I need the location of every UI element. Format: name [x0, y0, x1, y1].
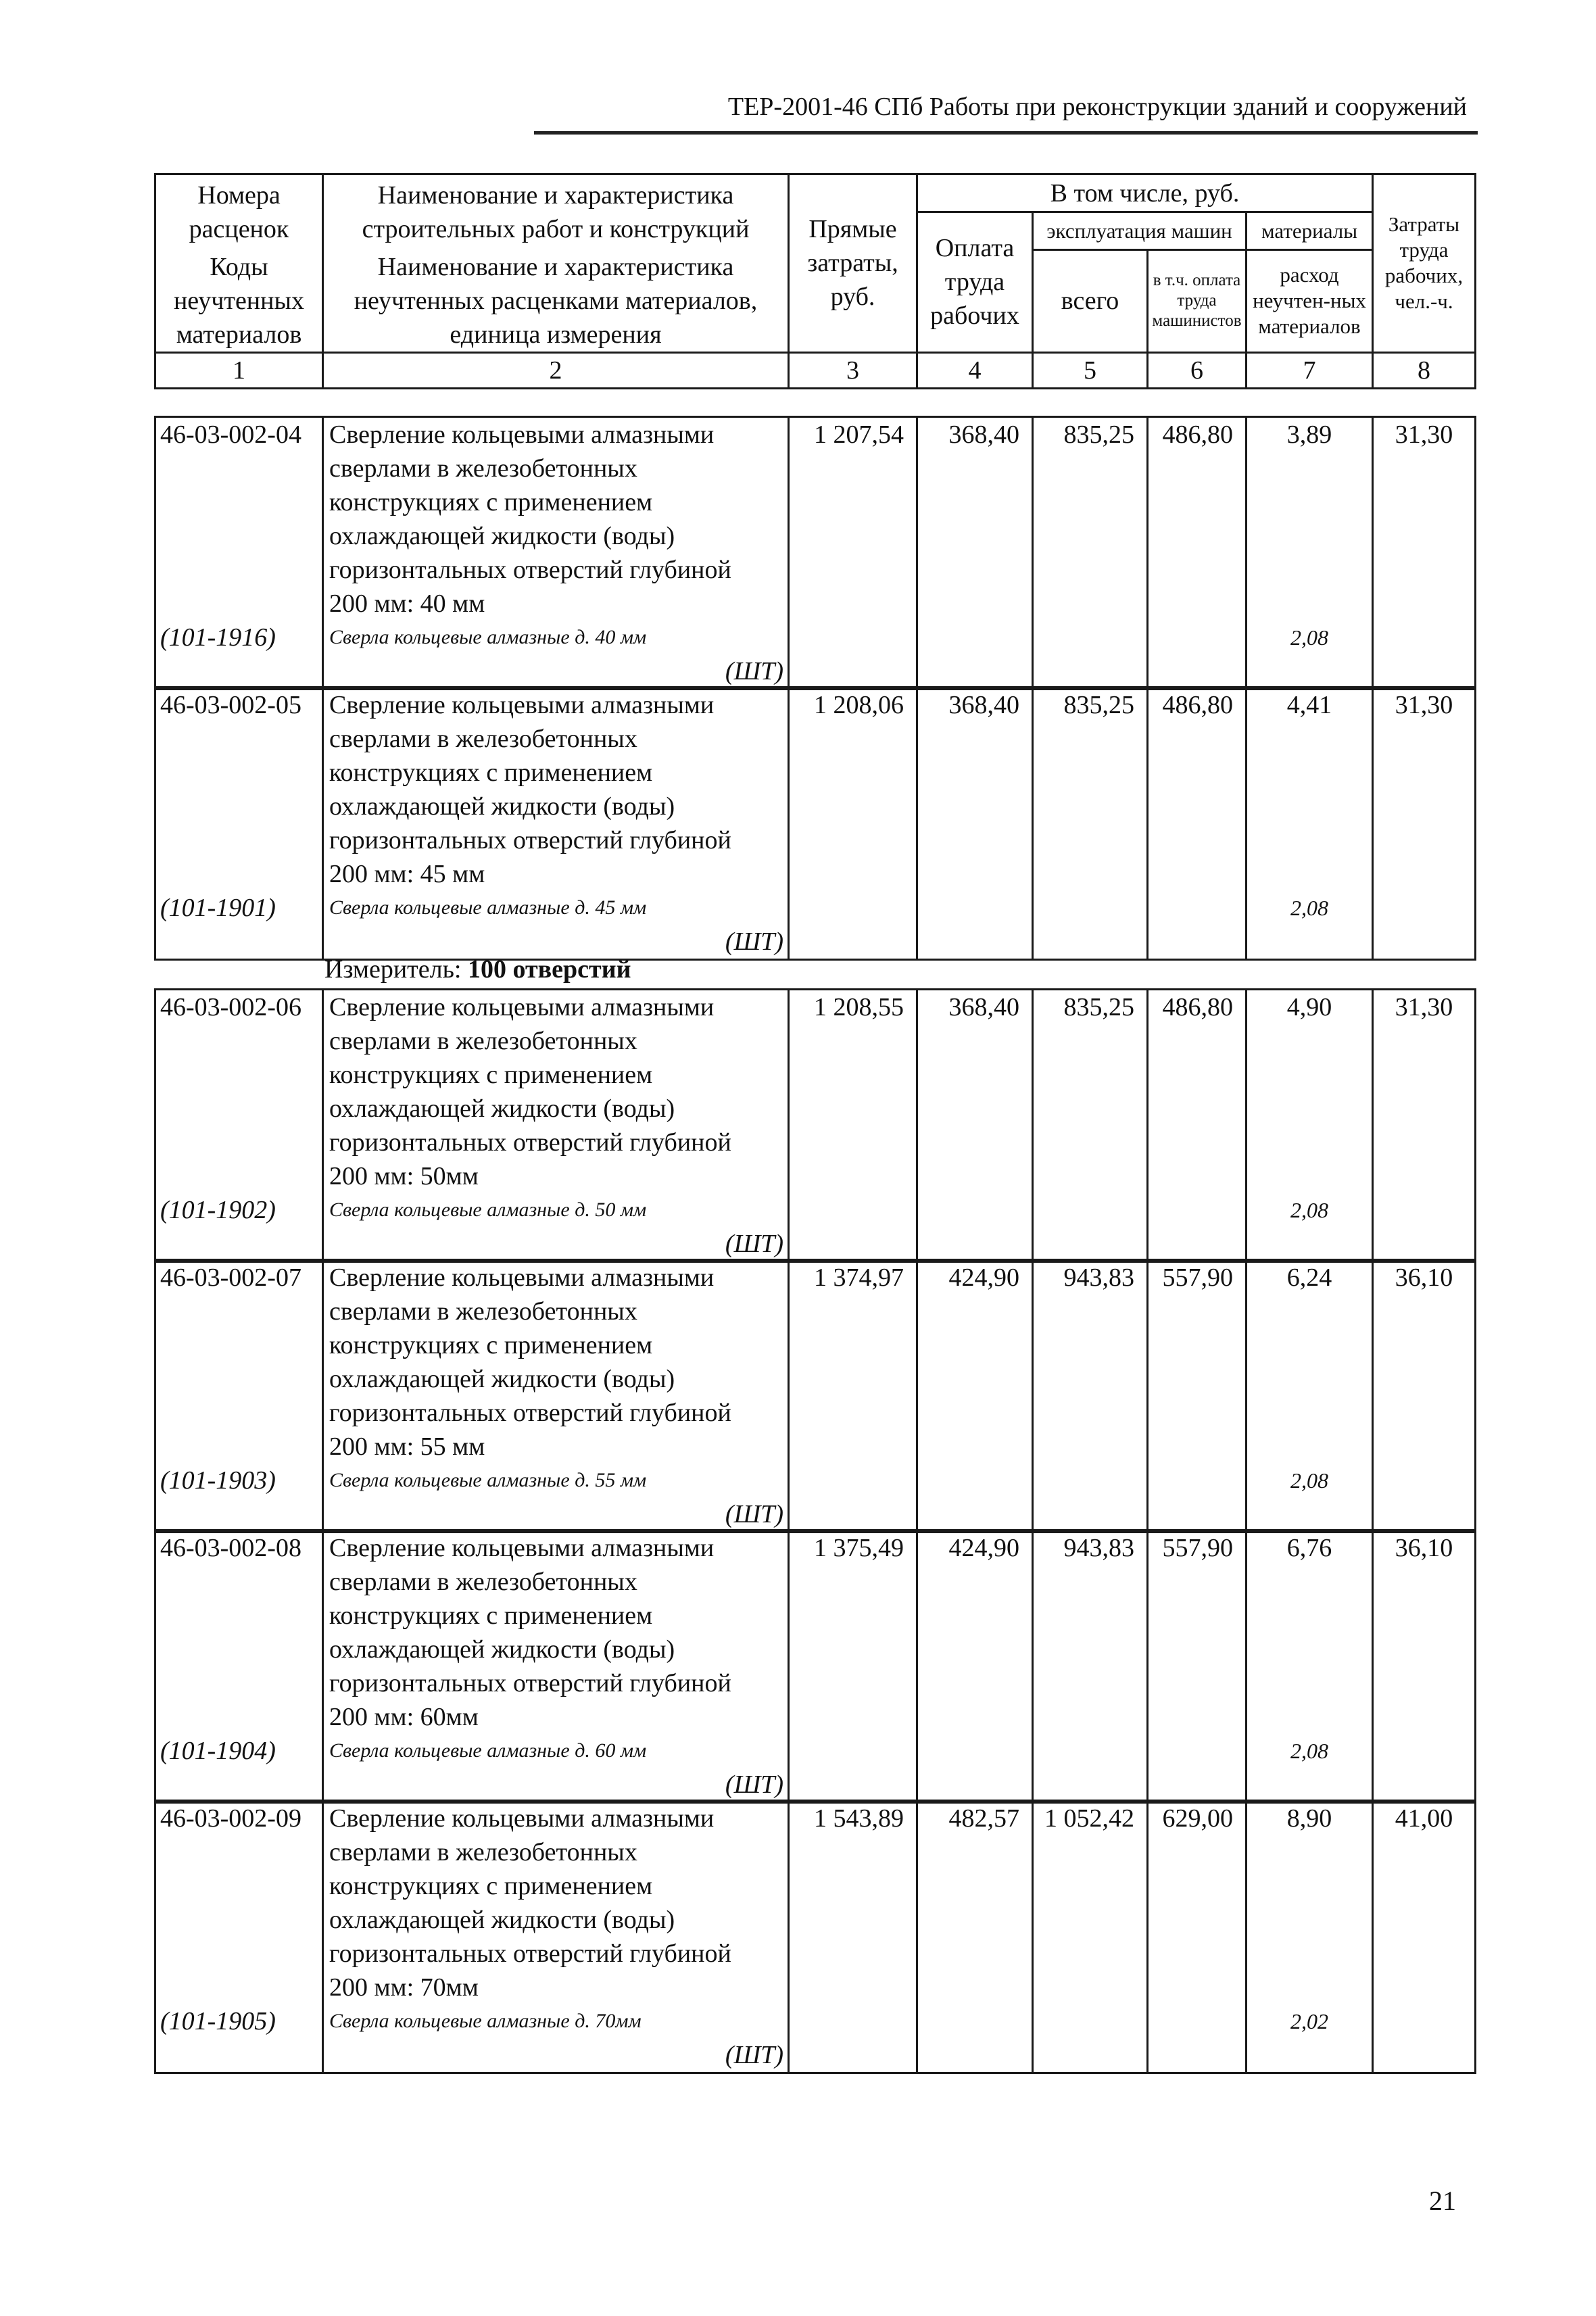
work-name-line: 200 мм: 50мм [323, 1159, 789, 1193]
material-quantity: 2,08 [1247, 621, 1373, 654]
machine-operator-cost: 486,80 [1148, 417, 1247, 452]
table-row [154, 1529, 1476, 1804]
work-name-line: охлаждающей жидкости (воды) [323, 1362, 789, 1396]
materials-cost: 6,76 [1247, 1530, 1373, 1566]
material-name: Сверла кольцевые алмазные д. 60 мм [323, 1734, 789, 1768]
work-name-line: сверлами в железобетонных [323, 1295, 789, 1328]
measure-label: Измеритель: [324, 955, 462, 984]
work-name-line: Сверление кольцевыми алмазными [323, 990, 789, 1025]
header-col1-top: Номера расценок [155, 174, 323, 250]
work-name-line: охлаждающей жидкости (воды) [323, 1633, 789, 1666]
table-row [154, 416, 1476, 690]
table-row [154, 1800, 1476, 2074]
work-name-line: Сверление кольцевыми алмазными [323, 417, 789, 452]
work-name-line: Сверление кольцевыми алмазными [323, 1260, 789, 1295]
work-name-line: конструкциях с применением [323, 1058, 789, 1092]
header-col5: всего [1033, 250, 1148, 353]
work-name-line: сверлами в железобетонных [323, 1565, 789, 1599]
header-number-5: 5 [1033, 352, 1148, 388]
work-name-line: Сверление кольцевыми алмазными [323, 687, 789, 723]
rate-code: 46-03-002-07 [155, 1260, 323, 1295]
machine-operator-cost: 486,80 [1148, 990, 1247, 1025]
material-name: Сверла кольцевые алмазные д. 45 мм [323, 891, 789, 925]
work-name-line: горизонтальных отверстий глубиной [323, 823, 789, 857]
title-rule [534, 131, 1478, 135]
machine-operator-cost: 557,90 [1148, 1260, 1247, 1295]
header-number-3: 3 [789, 352, 917, 388]
header-col8: Затраты труда рабочих, чел.-ч. [1373, 174, 1476, 353]
machine-operator-cost: 486,80 [1148, 687, 1247, 723]
machine-operator-cost: 629,00 [1148, 1801, 1247, 1836]
machine-operator-cost: 557,90 [1148, 1530, 1247, 1566]
material-quantity: 2,08 [1247, 1734, 1373, 1768]
header-col6: в т.ч. оплата труда машинистов [1148, 250, 1247, 353]
work-name-line: горизонтальных отверстий глубиной [323, 1396, 789, 1430]
material-quantity: 2,08 [1247, 1193, 1373, 1227]
rate-code: 46-03-002-05 [155, 687, 323, 723]
material-name: Сверла кольцевые алмазные д. 70мм [323, 2004, 789, 2038]
rate-code: 46-03-002-06 [155, 990, 323, 1025]
work-name-line: горизонтальных отверстий глубиной [323, 1937, 789, 1971]
header-number-7: 7 [1247, 352, 1373, 388]
work-name-line: конструкциях с применением [323, 1328, 789, 1362]
work-name-line: конструкциях с применением [323, 1599, 789, 1633]
machine-cost-total: 1 052,42 [1033, 1801, 1148, 1836]
machine-cost-total: 835,25 [1033, 990, 1148, 1025]
work-name-line: сверлами в железобетонных [323, 1835, 789, 1869]
material-unit: (ШТ) [323, 925, 789, 960]
work-name-line: охлаждающей жидкости (воды) [323, 1903, 789, 1937]
material-quantity: 2,08 [1247, 1464, 1373, 1497]
labor-hours: 31,30 [1373, 990, 1476, 1025]
work-name-line: 200 мм: 70мм [323, 1971, 789, 2004]
rate-code: 46-03-002-09 [155, 1801, 323, 1836]
material-code: (101-1901) [155, 891, 323, 925]
work-name-line: 200 мм: 45 мм [323, 857, 789, 891]
labor-hours: 36,10 [1373, 1530, 1476, 1566]
labor-cost: 424,90 [917, 1260, 1033, 1295]
machine-cost-total: 943,83 [1033, 1260, 1148, 1295]
table-row [154, 1259, 1476, 1533]
header-materials: материалы [1247, 212, 1373, 250]
header-number-2: 2 [323, 352, 789, 388]
work-name-line: сверлами в железобетонных [323, 452, 789, 485]
work-name-line: горизонтальных отверстий глубиной [323, 1666, 789, 1700]
header-machines: эксплуатация машин [1033, 212, 1247, 250]
work-name-line: сверлами в железобетонных [323, 1024, 789, 1058]
rate-code: 46-03-002-04 [155, 417, 323, 452]
table-row [154, 988, 1476, 1263]
material-code: (101-1905) [155, 2004, 323, 2038]
labor-hours: 36,10 [1373, 1260, 1476, 1295]
material-name: Сверла кольцевые алмазные д. 50 мм [323, 1193, 789, 1227]
work-name-line: конструкциях с применением [323, 485, 789, 519]
rate-code: 46-03-002-08 [155, 1530, 323, 1566]
header-col1-bottom: Коды неучтенных материалов [155, 250, 323, 353]
work-name-line: сверлами в железобетонных [323, 722, 789, 756]
work-name-line: 200 мм: 40 мм [323, 587, 789, 621]
materials-cost: 6,24 [1247, 1260, 1373, 1295]
material-unit: (ШТ) [323, 654, 789, 690]
labor-hours: 31,30 [1373, 417, 1476, 452]
labor-cost: 368,40 [917, 417, 1033, 452]
direct-cost: 1 208,06 [789, 687, 917, 723]
page-number: 21 [1429, 2186, 1456, 2216]
header-incl: В том числе, руб. [917, 174, 1373, 212]
materials-cost: 4,90 [1247, 990, 1373, 1025]
header-number-6: 6 [1148, 352, 1247, 388]
machine-cost-total: 835,25 [1033, 417, 1148, 452]
material-unit: (ШТ) [323, 2038, 789, 2073]
material-code: (101-1903) [155, 1464, 323, 1497]
work-name-line: охлаждающей жидкости (воды) [323, 519, 789, 553]
header-col2-bottom: Наименование и характеристика неучтенных расценками материалов, единица измерения [323, 250, 789, 353]
direct-cost: 1 208,55 [789, 990, 917, 1025]
material-name: Сверла кольцевые алмазные д. 55 мм [323, 1464, 789, 1497]
direct-cost: 1 374,97 [789, 1260, 917, 1295]
work-name-line: охлаждающей жидкости (воды) [323, 1092, 789, 1126]
material-code: (101-1902) [155, 1193, 323, 1227]
direct-cost: 1 207,54 [789, 417, 917, 452]
material-unit: (ШТ) [323, 1768, 789, 1803]
header-number-4: 4 [917, 352, 1033, 388]
labor-cost: 424,90 [917, 1530, 1033, 1566]
material-quantity: 2,02 [1247, 2004, 1373, 2038]
material-code: (101-1904) [155, 1734, 323, 1768]
direct-cost: 1 375,49 [789, 1530, 917, 1566]
work-name-line: горизонтальных отверстий глубиной [323, 1126, 789, 1159]
header-col7: расход неучтен-ных материалов [1247, 250, 1373, 353]
material-unit: (ШТ) [323, 1227, 789, 1262]
header-number-8: 8 [1373, 352, 1476, 388]
work-name-line: конструкциях с применением [323, 756, 789, 790]
material-unit: (ШТ) [323, 1497, 789, 1533]
material-name: Сверла кольцевые алмазные д. 40 мм [323, 621, 789, 654]
materials-cost: 8,90 [1247, 1801, 1373, 1836]
measure-value: 100 отверстий [468, 955, 631, 984]
header-col2-top: Наименование и характеристика строительных работ и конструкций [323, 174, 789, 250]
machine-cost-total: 835,25 [1033, 687, 1148, 723]
work-name-line: охлаждающей жидкости (воды) [323, 790, 789, 823]
materials-cost: 3,89 [1247, 417, 1373, 452]
labor-cost: 482,57 [917, 1801, 1033, 1836]
running-title: ТЕР-2001-46 СПб Работы при реконструкции зданий и сооружений [727, 93, 1467, 121]
table-row [154, 686, 1476, 961]
work-name-line: 200 мм: 55 мм [323, 1430, 789, 1464]
header-col3: Прямые затраты, руб. [789, 174, 917, 353]
work-name-line: Сверление кольцевыми алмазными [323, 1801, 789, 1836]
materials-cost: 4,41 [1247, 687, 1373, 723]
header-col4: Оплата труда рабочих [917, 212, 1033, 353]
work-name-line: горизонтальных отверстий глубиной [323, 553, 789, 587]
labor-hours: 31,30 [1373, 687, 1476, 723]
labor-hours: 41,00 [1373, 1801, 1476, 1836]
direct-cost: 1 543,89 [789, 1801, 917, 1836]
table-header [154, 173, 1476, 389]
material-quantity: 2,08 [1247, 891, 1373, 925]
labor-cost: 368,40 [917, 687, 1033, 723]
labor-cost: 368,40 [917, 990, 1033, 1025]
material-code: (101-1916) [155, 621, 323, 654]
header-number-1: 1 [155, 352, 323, 388]
machine-cost-total: 943,83 [1033, 1530, 1148, 1566]
work-name-line: конструкциях с применением [323, 1869, 789, 1903]
work-name-line: 200 мм: 60мм [323, 1700, 789, 1734]
work-name-line: Сверление кольцевыми алмазными [323, 1530, 789, 1566]
